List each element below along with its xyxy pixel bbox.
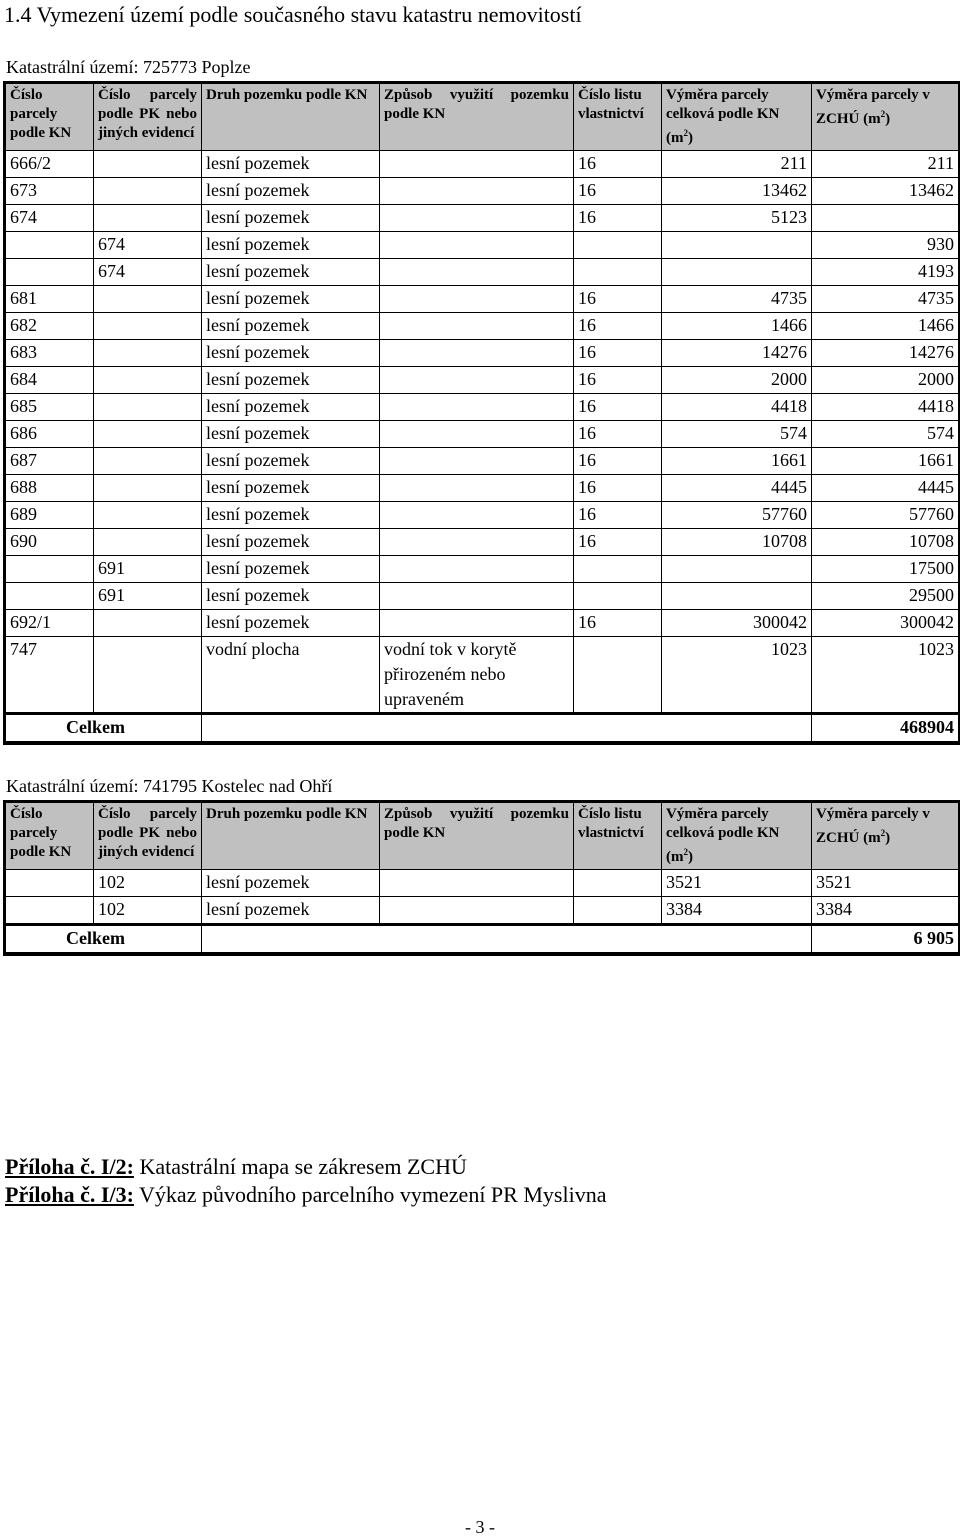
header-vymera-zchu-label: Výměra parcely v ZCHÚ (m xyxy=(816,806,930,846)
table-row xyxy=(5,637,960,714)
appendix-2 xyxy=(5,1181,606,1209)
table-header-row xyxy=(5,802,960,870)
parcel-table-poplze xyxy=(3,81,960,745)
cell-zpusob-vyuziti xyxy=(380,475,574,502)
cell-parcela-pk xyxy=(94,475,202,502)
cell-parcela-pk xyxy=(94,313,202,340)
cell-parcela-kn: 666/2 xyxy=(5,151,94,178)
cell-parcela-pk xyxy=(94,151,202,178)
table-row xyxy=(5,286,960,313)
cell-druh-pozemku: lesní pozemek xyxy=(202,529,380,556)
cell-parcela-kn: 681 xyxy=(5,286,94,313)
header-unit-close: ) xyxy=(688,130,693,146)
cell-cislo-listu: 16 xyxy=(574,529,662,556)
cell-vymera-zchu: 1023 xyxy=(812,637,960,714)
table-row xyxy=(5,178,960,205)
cell-vymera-zchu: 10708 xyxy=(812,529,960,556)
total-spacer xyxy=(202,925,812,955)
cell-zpusob-vyuziti xyxy=(380,421,574,448)
cell-vymera-zchu: 4418 xyxy=(812,394,960,421)
cell-vymera-celkova xyxy=(662,259,812,286)
cell-parcela-pk xyxy=(94,394,202,421)
cell-vymera-celkova: 211 xyxy=(662,151,812,178)
cell-vymera-zchu: 2000 xyxy=(812,367,960,394)
cell-vymera-zchu: 930 xyxy=(812,232,960,259)
cell-parcela-pk: 674 xyxy=(94,232,202,259)
cell-zpusob-vyuziti xyxy=(380,313,574,340)
cell-druh-pozemku: lesní pozemek xyxy=(202,556,380,583)
header-unit-close: ) xyxy=(885,111,891,127)
cell-vymera-celkova: 574 xyxy=(662,421,812,448)
cell-vymera-celkova: 3384 xyxy=(662,897,812,925)
header-vymera-zchu xyxy=(812,802,960,870)
total-label: Celkem xyxy=(5,925,202,955)
cell-cislo-listu: 16 xyxy=(574,610,662,637)
table-row xyxy=(5,259,960,286)
header-unit-sup: 2 xyxy=(683,847,688,857)
cell-parcela-kn: 673 xyxy=(5,178,94,205)
cell-cislo-listu xyxy=(574,637,662,714)
cell-cislo-listu xyxy=(574,870,662,897)
cell-parcela-kn: 685 xyxy=(5,394,94,421)
cell-cislo-listu: 16 xyxy=(574,340,662,367)
cell-zpusob-vyuziti xyxy=(380,556,574,583)
cell-parcela-kn: 683 xyxy=(5,340,94,367)
cell-vymera-celkova: 1661 xyxy=(662,448,812,475)
cell-cislo-listu: 16 xyxy=(574,394,662,421)
cell-parcela-pk xyxy=(94,502,202,529)
cell-cislo-listu: 16 xyxy=(574,178,662,205)
cell-parcela-pk: 102 xyxy=(94,870,202,897)
cell-parcela-pk xyxy=(94,610,202,637)
cell-druh-pozemku: lesní pozemek xyxy=(202,394,380,421)
cell-vymera-celkova xyxy=(662,583,812,610)
appendix-2-ref: Příloha č. I/3: xyxy=(5,1182,134,1207)
cell-parcela-pk xyxy=(94,286,202,313)
appendix-2-text: Výkaz původního parcelního vymezení PR Myslivna xyxy=(133,1182,607,1207)
cell-zpusob-vyuziti xyxy=(380,583,574,610)
cell-druh-pozemku: lesní pozemek xyxy=(202,897,380,925)
cell-parcela-pk xyxy=(94,340,202,367)
cell-zpusob-vyuziti xyxy=(380,610,574,637)
header-cislo-kn: Číslo parcely podle KN xyxy=(5,802,94,870)
cell-druh-pozemku: lesní pozemek xyxy=(202,313,380,340)
parcel-table-kostelec xyxy=(3,800,960,956)
table-row xyxy=(5,232,960,259)
cell-parcela-kn: 747 xyxy=(5,637,94,714)
appendix-1-text: Katastrální mapa se zákresem ZCHÚ xyxy=(133,1154,467,1179)
header-cislo-pk: Číslo parcely podle PK nebo jiných evidencí xyxy=(94,802,202,870)
cell-vymera-celkova: 4445 xyxy=(662,475,812,502)
cell-zpusob-vyuziti xyxy=(380,448,574,475)
header-cislo-listu: Číslo listu vlastnictví xyxy=(574,83,662,151)
cell-parcela-kn: 687 xyxy=(5,448,94,475)
header-unit-open: (m xyxy=(666,849,684,865)
header-unit-sup: 2 xyxy=(880,828,886,838)
table-row xyxy=(5,367,960,394)
table-row xyxy=(5,475,960,502)
header-unit-open: (m xyxy=(666,130,684,146)
table-header-row xyxy=(5,83,960,151)
header-zpusob-vyuziti: Způsob využití pozemku podle KN xyxy=(380,83,574,151)
cell-parcela-kn: 684 xyxy=(5,367,94,394)
cell-parcela-kn xyxy=(5,870,94,897)
cell-cislo-listu: 16 xyxy=(574,313,662,340)
cell-parcela-kn: 686 xyxy=(5,421,94,448)
total-label: Celkem xyxy=(5,714,202,744)
cell-cislo-listu: 16 xyxy=(574,367,662,394)
table-row xyxy=(5,897,960,925)
cell-cislo-listu xyxy=(574,583,662,610)
cell-zpusob-vyuziti xyxy=(380,897,574,925)
header-unit-close: ) xyxy=(885,830,891,846)
header-vymera-celkova xyxy=(662,83,812,151)
cell-druh-pozemku: lesní pozemek xyxy=(202,178,380,205)
cell-parcela-kn xyxy=(5,232,94,259)
header-unit-close: ) xyxy=(688,849,693,865)
cell-cislo-listu: 16 xyxy=(574,421,662,448)
cell-druh-pozemku: lesní pozemek xyxy=(202,421,380,448)
cell-parcela-pk xyxy=(94,367,202,394)
cell-zpusob-vyuziti xyxy=(380,286,574,313)
header-vymera-zchu-label: Výměra parcely v ZCHÚ (m xyxy=(816,87,930,127)
header-vymera-celkova-label: Výměra parcely celková podle KN xyxy=(666,806,780,841)
cell-vymera-celkova: 10708 xyxy=(662,529,812,556)
cell-parcela-pk xyxy=(94,178,202,205)
header-vymera-celkova-label: Výměra parcely celková podle KN xyxy=(666,87,780,122)
cell-zpusob-vyuziti xyxy=(380,367,574,394)
cell-vymera-zchu: 4445 xyxy=(812,475,960,502)
table-row xyxy=(5,870,960,897)
cell-zpusob-vyuziti xyxy=(380,205,574,232)
cell-parcela-pk: 691 xyxy=(94,556,202,583)
cell-vymera-zchu: 29500 xyxy=(812,583,960,610)
cell-parcela-pk xyxy=(94,637,202,714)
cell-vymera-celkova: 1023 xyxy=(662,637,812,714)
cell-vymera-zchu xyxy=(812,205,960,232)
cell-vymera-zchu: 1466 xyxy=(812,313,960,340)
total-row xyxy=(5,925,960,955)
cell-cislo-listu xyxy=(574,556,662,583)
cell-parcela-pk: 674 xyxy=(94,259,202,286)
cell-vymera-zchu: 574 xyxy=(812,421,960,448)
cell-druh-pozemku: lesní pozemek xyxy=(202,448,380,475)
total-value: 468904 xyxy=(812,714,960,744)
total-row xyxy=(5,714,960,744)
cell-vymera-celkova: 4418 xyxy=(662,394,812,421)
table-row xyxy=(5,556,960,583)
cell-druh-pozemku: lesní pozemek xyxy=(202,583,380,610)
cell-druh-pozemku: lesní pozemek xyxy=(202,259,380,286)
cell-cislo-listu xyxy=(574,232,662,259)
cell-zpusob-vyuziti: vodní tok v korytě přirozeném nebo upraveném xyxy=(380,637,574,714)
cell-zpusob-vyuziti xyxy=(380,340,574,367)
cell-vymera-celkova: 5123 xyxy=(662,205,812,232)
cell-parcela-pk xyxy=(94,448,202,475)
cell-zpusob-vyuziti xyxy=(380,502,574,529)
cell-vymera-zchu: 3384 xyxy=(812,897,960,925)
header-cislo-pk: Číslo parcely podle PK nebo jiných evidencí xyxy=(94,83,202,151)
cell-vymera-celkova: 4735 xyxy=(662,286,812,313)
section2-label: Katastrální území: 741795 Kostelec nad Ohří xyxy=(6,776,333,796)
table-row xyxy=(5,448,960,475)
cell-vymera-zchu: 14276 xyxy=(812,340,960,367)
cell-vymera-zchu: 13462 xyxy=(812,178,960,205)
cell-druh-pozemku: lesní pozemek xyxy=(202,205,380,232)
header-vymera-celkova xyxy=(662,802,812,870)
header-druh-pozemku: Druh pozemku podle KN xyxy=(202,802,380,870)
cell-vymera-zchu: 1661 xyxy=(812,448,960,475)
cell-druh-pozemku: lesní pozemek xyxy=(202,286,380,313)
cell-cislo-listu xyxy=(574,897,662,925)
cell-parcela-kn xyxy=(5,897,94,925)
cell-parcela-kn: 688 xyxy=(5,475,94,502)
cell-cislo-listu: 16 xyxy=(574,502,662,529)
table-row xyxy=(5,583,960,610)
cell-druh-pozemku: lesní pozemek xyxy=(202,151,380,178)
cell-druh-pozemku: lesní pozemek xyxy=(202,610,380,637)
cell-parcela-kn: 682 xyxy=(5,313,94,340)
cell-parcela-pk xyxy=(94,421,202,448)
section1-label: Katastrální území: 725773 Poplze xyxy=(6,57,251,77)
table-row xyxy=(5,340,960,367)
cell-parcela-pk: 102 xyxy=(94,897,202,925)
cell-vymera-zchu: 4193 xyxy=(812,259,960,286)
cell-zpusob-vyuziti xyxy=(380,259,574,286)
table-row xyxy=(5,205,960,232)
cell-druh-pozemku: lesní pozemek xyxy=(202,367,380,394)
cell-parcela-pk: 691 xyxy=(94,583,202,610)
cell-parcela-kn xyxy=(5,259,94,286)
cell-vymera-zchu: 4735 xyxy=(812,286,960,313)
cell-druh-pozemku: lesní pozemek xyxy=(202,502,380,529)
cell-cislo-listu: 16 xyxy=(574,205,662,232)
cell-vymera-zchu: 3521 xyxy=(812,870,960,897)
page-heading: 1.4 Vymezení území podle současného stavu katastru nemovitostí xyxy=(4,2,582,27)
cell-druh-pozemku: lesní pozemek xyxy=(202,232,380,259)
cell-vymera-celkova: 3521 xyxy=(662,870,812,897)
cell-zpusob-vyuziti xyxy=(380,394,574,421)
table-row xyxy=(5,502,960,529)
cell-vymera-celkova: 2000 xyxy=(662,367,812,394)
cell-vymera-celkova: 300042 xyxy=(662,610,812,637)
cell-parcela-kn: 692/1 xyxy=(5,610,94,637)
page-number: - 3 - xyxy=(465,1517,495,1537)
cell-druh-pozemku: vodní plocha xyxy=(202,637,380,714)
cell-zpusob-vyuziti xyxy=(380,151,574,178)
cell-parcela-kn xyxy=(5,556,94,583)
header-cislo-listu: Číslo listu vlastnictví xyxy=(574,802,662,870)
cell-zpusob-vyuziti xyxy=(380,870,574,897)
cell-cislo-listu: 16 xyxy=(574,475,662,502)
header-zpusob-vyuziti: Způsob využití pozemku podle KN xyxy=(380,802,574,870)
cell-cislo-listu: 16 xyxy=(574,448,662,475)
cell-parcela-kn xyxy=(5,583,94,610)
cell-parcela-kn: 674 xyxy=(5,205,94,232)
cell-vymera-zchu: 17500 xyxy=(812,556,960,583)
cell-vymera-celkova xyxy=(662,556,812,583)
total-spacer xyxy=(202,714,812,744)
cell-vymera-celkova: 13462 xyxy=(662,178,812,205)
header-cislo-kn: Číslo parcely podle KN xyxy=(5,83,94,151)
cell-vymera-celkova: 1466 xyxy=(662,313,812,340)
cell-parcela-kn: 689 xyxy=(5,502,94,529)
table-row xyxy=(5,421,960,448)
cell-vymera-zchu: 57760 xyxy=(812,502,960,529)
header-druh-pozemku: Druh pozemku podle KN xyxy=(202,83,380,151)
table-row xyxy=(5,313,960,340)
cell-vymera-zchu: 211 xyxy=(812,151,960,178)
cell-parcela-pk xyxy=(94,529,202,556)
header-unit-sup: 2 xyxy=(683,128,688,138)
header-unit-sup: 2 xyxy=(880,109,886,119)
cell-parcela-kn: 690 xyxy=(5,529,94,556)
cell-zpusob-vyuziti xyxy=(380,232,574,259)
cell-zpusob-vyuziti xyxy=(380,178,574,205)
cell-druh-pozemku: lesní pozemek xyxy=(202,870,380,897)
header-vymera-zchu xyxy=(812,83,960,151)
cell-parcela-pk xyxy=(94,205,202,232)
table-row xyxy=(5,151,960,178)
table-row xyxy=(5,610,960,637)
cell-zpusob-vyuziti xyxy=(380,529,574,556)
appendix-1 xyxy=(5,1153,467,1181)
total-value: 6 905 xyxy=(812,925,960,955)
appendix-1-ref: Příloha č. I/2: xyxy=(5,1154,134,1179)
cell-cislo-listu: 16 xyxy=(574,151,662,178)
table-row xyxy=(5,529,960,556)
cell-druh-pozemku: lesní pozemek xyxy=(202,475,380,502)
cell-vymera-celkova: 57760 xyxy=(662,502,812,529)
cell-cislo-listu: 16 xyxy=(574,286,662,313)
cell-vymera-celkova xyxy=(662,232,812,259)
cell-druh-pozemku: lesní pozemek xyxy=(202,340,380,367)
cell-cislo-listu xyxy=(574,259,662,286)
table-row xyxy=(5,394,960,421)
cell-vymera-zchu: 300042 xyxy=(812,610,960,637)
cell-vymera-celkova: 14276 xyxy=(662,340,812,367)
